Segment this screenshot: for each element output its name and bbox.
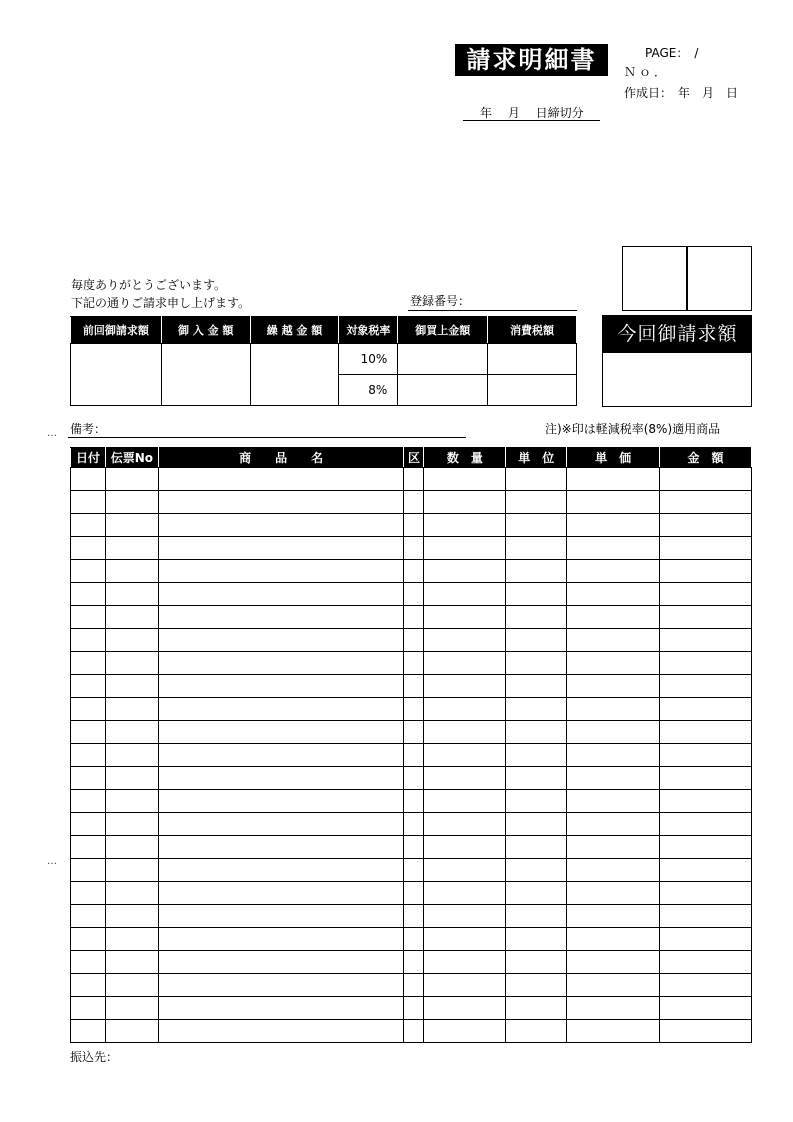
table-cell: [567, 606, 660, 629]
table-cell: [424, 560, 506, 583]
table-cell: [660, 583, 752, 606]
table-cell: [506, 767, 567, 790]
table-cell: [404, 491, 424, 514]
table-cell: [158, 1020, 404, 1043]
header-slip-number: 伝票No: [105, 448, 158, 468]
table-cell: [105, 698, 158, 721]
table-cell: [404, 1020, 424, 1043]
table-cell: [424, 491, 506, 514]
table-cell: [105, 629, 158, 652]
table-cell: [506, 882, 567, 905]
header-unit: 単 位: [506, 448, 567, 468]
table-row: [71, 583, 752, 606]
table-cell: [506, 974, 567, 997]
table-cell: [567, 583, 660, 606]
closing-date-label: 年 月 日締切分: [480, 106, 584, 120]
table-row: [71, 514, 752, 537]
table-cell: [71, 882, 106, 905]
registration-underline: [408, 310, 577, 311]
table-cell: [158, 928, 404, 951]
table-cell: [660, 974, 752, 997]
table-cell: [158, 767, 404, 790]
table-cell: [404, 905, 424, 928]
header-unit-price: 単 価: [567, 448, 660, 468]
table-cell: [105, 767, 158, 790]
table-cell: [71, 974, 106, 997]
current-billing-label: 今回御請求額: [603, 316, 752, 353]
consumption-tax-8: [488, 375, 577, 406]
table-cell: [506, 859, 567, 882]
table-cell: [567, 514, 660, 537]
table-cell: [158, 629, 404, 652]
summary-table: [70, 316, 577, 406]
table-cell: [158, 652, 404, 675]
page-label: PAGE： /: [645, 46, 699, 60]
stamp-box-right: [687, 246, 752, 311]
table-cell: [158, 790, 404, 813]
table-cell: [424, 951, 506, 974]
table-cell: [105, 744, 158, 767]
table-cell: [404, 652, 424, 675]
summary-row-10: [71, 344, 577, 375]
table-cell: [506, 652, 567, 675]
table-cell: [506, 790, 567, 813]
table-cell: [424, 1020, 506, 1043]
table-cell: [158, 491, 404, 514]
table-cell: [567, 560, 660, 583]
table-cell: [660, 836, 752, 859]
table-cell: [660, 675, 752, 698]
stamp-box-left: [622, 246, 687, 311]
table-cell: [567, 859, 660, 882]
created-date-label: 作成日： 年 月 日: [624, 86, 739, 100]
table-cell: [506, 675, 567, 698]
table-cell: [567, 928, 660, 951]
number-label: Ｎｏ．: [624, 65, 670, 79]
table-cell: [404, 767, 424, 790]
table-row: [71, 997, 752, 1020]
table-cell: [158, 583, 404, 606]
table-cell: [424, 997, 506, 1020]
table-cell: [105, 882, 158, 905]
table-row: [71, 744, 752, 767]
table-cell: [158, 859, 404, 882]
table-cell: [105, 836, 158, 859]
reduced-tax-note: 注)※印は軽減税率(8%)適用商品: [545, 422, 721, 436]
table-cell: [424, 859, 506, 882]
table-cell: [105, 997, 158, 1020]
consumption-tax-10: [488, 344, 577, 375]
table-cell: [567, 491, 660, 514]
table-cell: [71, 997, 106, 1020]
table-cell: [158, 721, 404, 744]
tax-rate-8: 8%: [339, 375, 398, 406]
table-cell: [660, 468, 752, 491]
purchase-amount-8: [398, 375, 488, 406]
table-cell: [105, 790, 158, 813]
table-cell: [567, 882, 660, 905]
table-cell: [404, 997, 424, 1020]
table-row: [71, 675, 752, 698]
table-cell: [158, 882, 404, 905]
table-cell: [424, 537, 506, 560]
remarks-label: 備考：: [70, 422, 107, 436]
table-cell: [567, 744, 660, 767]
table-cell: [404, 675, 424, 698]
margin-mark-top: …: [47, 428, 57, 439]
header-payment-received: 御 入 金 額: [161, 317, 250, 344]
table-cell: [506, 491, 567, 514]
table-cell: [567, 698, 660, 721]
table-cell: [158, 813, 404, 836]
detail-rows: [71, 468, 752, 1043]
table-cell: [567, 813, 660, 836]
table-row: [71, 491, 752, 514]
table-cell: [404, 583, 424, 606]
table-cell: [660, 491, 752, 514]
table-cell: [424, 698, 506, 721]
header-product-name: 商 品 名: [158, 448, 404, 468]
document-title: 請求明細書: [455, 44, 608, 76]
table-cell: [424, 675, 506, 698]
table-cell: [404, 790, 424, 813]
table-cell: [404, 744, 424, 767]
table-cell: [105, 951, 158, 974]
table-cell: [567, 767, 660, 790]
table-row: [71, 652, 752, 675]
table-cell: [660, 744, 752, 767]
table-cell: [404, 629, 424, 652]
carried-over-cell: [250, 344, 339, 406]
table-cell: [105, 468, 158, 491]
table-cell: [660, 790, 752, 813]
header-carried-over: 繰 越 金 額: [250, 317, 339, 344]
table-cell: [105, 652, 158, 675]
table-cell: [105, 974, 158, 997]
table-cell: [404, 468, 424, 491]
table-cell: [71, 836, 106, 859]
previous-billing-cell: [71, 344, 162, 406]
table-row: [71, 905, 752, 928]
table-cell: [567, 721, 660, 744]
table-row: [71, 629, 752, 652]
table-cell: [105, 721, 158, 744]
table-cell: [404, 537, 424, 560]
table-cell: [158, 698, 404, 721]
table-cell: [71, 928, 106, 951]
table-row: [71, 537, 752, 560]
table-cell: [158, 974, 404, 997]
table-cell: [71, 905, 106, 928]
table-cell: [660, 767, 752, 790]
table-cell: [660, 537, 752, 560]
table-cell: [424, 514, 506, 537]
table-cell: [567, 836, 660, 859]
table-cell: [567, 537, 660, 560]
table-cell: [567, 652, 660, 675]
table-cell: [424, 744, 506, 767]
closing-date-underline: [463, 120, 600, 121]
greeting-line-2: 下記の通りご請求申し上げます。: [71, 296, 251, 310]
table-cell: [660, 905, 752, 928]
table-cell: [424, 629, 506, 652]
table-cell: [660, 813, 752, 836]
table-cell: [567, 997, 660, 1020]
table-cell: [404, 560, 424, 583]
summary-header-row: [71, 317, 577, 344]
table-cell: [158, 468, 404, 491]
table-cell: [424, 882, 506, 905]
header-consumption-tax: 消費税額: [488, 317, 577, 344]
table-cell: [567, 951, 660, 974]
table-cell: [105, 514, 158, 537]
table-cell: [71, 721, 106, 744]
table-row: [71, 468, 752, 491]
table-cell: [424, 836, 506, 859]
table-cell: [567, 1020, 660, 1043]
table-cell: [567, 468, 660, 491]
table-row: [71, 813, 752, 836]
table-cell: [567, 629, 660, 652]
table-cell: [404, 859, 424, 882]
table-row: [71, 974, 752, 997]
table-cell: [158, 997, 404, 1020]
table-cell: [404, 721, 424, 744]
table-cell: [105, 859, 158, 882]
table-cell: [660, 951, 752, 974]
margin-mark-bottom: …: [47, 856, 57, 867]
table-cell: [105, 583, 158, 606]
table-cell: [105, 560, 158, 583]
header-date: 日付: [71, 448, 106, 468]
table-cell: [105, 675, 158, 698]
table-cell: [71, 675, 106, 698]
table-cell: [404, 836, 424, 859]
greeting-line-1: 毎度ありがとうございます。: [71, 278, 227, 292]
purchase-amount-10: [398, 344, 488, 375]
header-amount: 金 額: [660, 448, 752, 468]
table-cell: [71, 1020, 106, 1043]
table-cell: [660, 721, 752, 744]
table-cell: [105, 905, 158, 928]
table-cell: [158, 905, 404, 928]
header-purchase-amount: 御買上金額: [398, 317, 488, 344]
table-cell: [71, 468, 106, 491]
table-cell: [506, 1020, 567, 1043]
table-cell: [105, 1020, 158, 1043]
table-cell: [660, 514, 752, 537]
table-row: [71, 790, 752, 813]
table-cell: [105, 928, 158, 951]
table-cell: [506, 583, 567, 606]
table-cell: [567, 905, 660, 928]
table-cell: [506, 836, 567, 859]
table-cell: [71, 698, 106, 721]
table-cell: [71, 652, 106, 675]
table-cell: [404, 698, 424, 721]
table-row: [71, 767, 752, 790]
table-cell: [506, 629, 567, 652]
table-cell: [424, 606, 506, 629]
header-previous-billing: 前回御請求額: [71, 317, 162, 344]
table-cell: [660, 629, 752, 652]
table-cell: [660, 652, 752, 675]
table-cell: [506, 537, 567, 560]
table-cell: [567, 974, 660, 997]
remarks-underline: [68, 437, 466, 438]
table-cell: [71, 583, 106, 606]
table-cell: [158, 744, 404, 767]
table-cell: [71, 790, 106, 813]
table-cell: [404, 514, 424, 537]
table-cell: [105, 606, 158, 629]
table-cell: [660, 882, 752, 905]
table-cell: [506, 560, 567, 583]
table-cell: [158, 560, 404, 583]
table-cell: [567, 675, 660, 698]
table-cell: [158, 514, 404, 537]
current-billing-box: [602, 315, 752, 407]
table-cell: [660, 859, 752, 882]
table-cell: [506, 905, 567, 928]
table-cell: [506, 813, 567, 836]
bank-account-label: 振込先：: [70, 1050, 119, 1064]
table-cell: [424, 905, 506, 928]
table-row: [71, 1020, 752, 1043]
table-cell: [506, 606, 567, 629]
table-cell: [71, 744, 106, 767]
table-cell: [506, 514, 567, 537]
table-cell: [71, 514, 106, 537]
table-cell: [71, 629, 106, 652]
table-cell: [71, 951, 106, 974]
table-cell: [506, 997, 567, 1020]
table-cell: [567, 790, 660, 813]
table-cell: [424, 767, 506, 790]
table-cell: [158, 951, 404, 974]
table-row: [71, 951, 752, 974]
detail-table: [70, 447, 752, 1043]
table-cell: [404, 974, 424, 997]
table-cell: [404, 951, 424, 974]
table-cell: [404, 882, 424, 905]
table-cell: [506, 721, 567, 744]
table-cell: [506, 468, 567, 491]
table-cell: [158, 537, 404, 560]
table-cell: [660, 606, 752, 629]
table-row: [71, 560, 752, 583]
table-cell: [404, 813, 424, 836]
detail-header-row: [71, 448, 752, 468]
table-row: [71, 928, 752, 951]
table-cell: [660, 560, 752, 583]
table-cell: [424, 583, 506, 606]
table-row: [71, 882, 752, 905]
table-cell: [506, 698, 567, 721]
table-cell: [424, 721, 506, 744]
table-cell: [660, 928, 752, 951]
table-cell: [424, 974, 506, 997]
table-row: [71, 859, 752, 882]
table-cell: [105, 537, 158, 560]
table-cell: [660, 698, 752, 721]
table-row: [71, 698, 752, 721]
table-cell: [424, 468, 506, 491]
table-cell: [71, 859, 106, 882]
table-cell: [506, 951, 567, 974]
table-cell: [71, 606, 106, 629]
header-category: 区: [404, 448, 424, 468]
table-cell: [71, 491, 106, 514]
table-cell: [424, 928, 506, 951]
table-cell: [424, 652, 506, 675]
tax-rate-10: 10%: [339, 344, 398, 375]
header-quantity: 数 量: [424, 448, 506, 468]
table-row: [71, 721, 752, 744]
table-cell: [404, 606, 424, 629]
header-tax-rate: 対象税率: [339, 317, 398, 344]
payment-received-cell: [161, 344, 250, 406]
table-cell: [71, 813, 106, 836]
table-row: [71, 836, 752, 859]
table-cell: [158, 606, 404, 629]
table-cell: [105, 813, 158, 836]
table-cell: [506, 744, 567, 767]
table-cell: [105, 491, 158, 514]
registration-number-label: 登録番号：: [410, 294, 471, 308]
table-cell: [158, 675, 404, 698]
table-cell: [424, 813, 506, 836]
table-cell: [71, 767, 106, 790]
table-cell: [158, 836, 404, 859]
table-cell: [660, 1020, 752, 1043]
table-cell: [660, 997, 752, 1020]
table-cell: [71, 537, 106, 560]
table-row: [71, 606, 752, 629]
table-cell: [506, 928, 567, 951]
table-cell: [71, 560, 106, 583]
table-cell: [424, 790, 506, 813]
table-cell: [404, 928, 424, 951]
